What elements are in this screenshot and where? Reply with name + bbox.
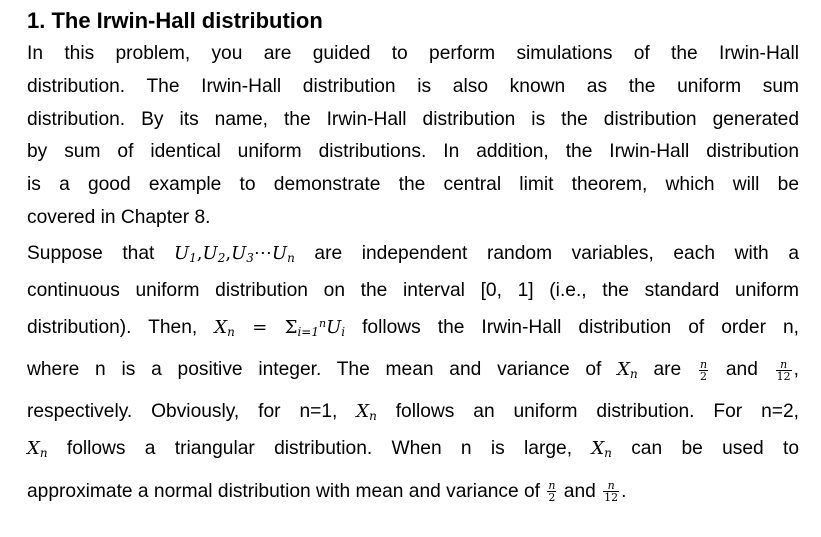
intro-line-3: distribution. By its name, the Irwin-Hall distribution is the distribution generated (27, 108, 799, 130)
def-line-4: where n is a positive integer. The mean and variance of $X_n$ are $\frac{n}{2}$ and $\frac{n}{12}$ , (27, 357, 799, 383)
definition-paragraph (27, 238, 799, 514)
intro-line-1: In this problem, you are guided to perform simulations of the Irwin-Hall (27, 43, 799, 64)
intro-line-6: covered in Chapter 8. (27, 206, 211, 228)
intro-paragraph (27, 38, 799, 235)
fraction-n-over-2: $\frac{n}{2}$ (700, 357, 708, 383)
fraction-n-over-2: $\frac{n}{2}$ (548, 479, 556, 505)
math-u-sequence: $U_1,U_2,U_3\cdots U_n$ (173, 243, 295, 265)
math-x-n: $X_n$ (591, 438, 612, 461)
fraction-n-over-12: $\frac{n}{12}$ (604, 479, 619, 505)
math-x-n: $X_n$ (27, 438, 48, 461)
section-title: 1. The Irwin-Hall distribution (27, 8, 323, 33)
math-x-n: $X_n$ (356, 401, 377, 424)
def-line-1: Suppose that $U_1,U_2,U_3\cdots U_n$ are independent random variables, each with a (27, 243, 799, 265)
intro-line-5: is a good example to demonstrate the central limit theorem, which will be (27, 174, 799, 196)
def-line-3: distribution). Then, $X_n = \Sigma_{i=1}^nU_i$ follows the Irwin-Hall distribution of order n, (27, 316, 799, 339)
intro-line-2: distribution. The Irwin-Hall distribution is also known as the uniform sum (27, 75, 799, 97)
intro-line-4: by sum of identical uniform distributions. In addition, the Irwin-Hall distribution (27, 141, 799, 163)
math-x-n: $X_n$ (617, 359, 638, 382)
def-line-6: $X_n$ follows a triangular distribution. When n is large, $X_n$ can be used to (27, 438, 799, 461)
def-line-5: respectively. Obviously, for n=1, $X_n$ follows an uniform distribution. For n=2, (27, 401, 799, 424)
fraction-n-over-12: $\frac{n}{12}$ (776, 357, 791, 383)
math-sum-definition: $X_n = \Sigma_{i=1}^nU_i$ (214, 316, 346, 339)
def-line-7: approximate a normal distribution with mean and variance of $\frac{n}{2}$ and $\frac{n}{12}$ . (27, 479, 627, 505)
def-line-2: continuous uniform distribution on the interval [0, 1] (i.e., the standard uniform (27, 279, 799, 301)
